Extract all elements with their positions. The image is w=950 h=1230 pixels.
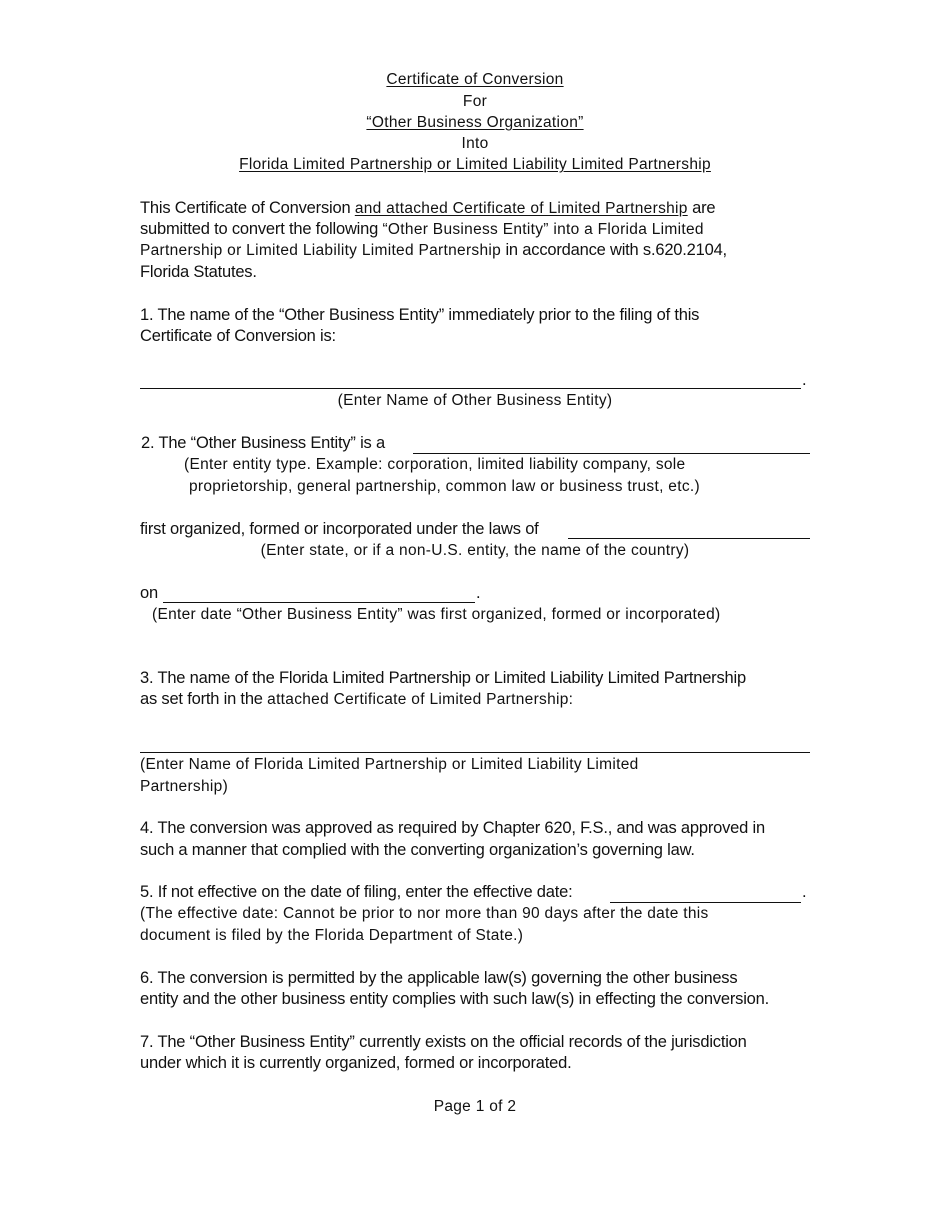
title-line-4: Into [461,135,489,152]
item3-hint-2: Partnership) [140,778,229,795]
intro-text: submitted to convert the following [140,220,383,238]
item3-line-2 [140,690,573,709]
florida-lp-name-field[interactable] [140,752,810,753]
item2-label: 2. The “Other Business Entity” is a [141,434,385,452]
title-line-2: For [462,93,488,110]
item3-line-1: 3. The name of the Florida Limited Partnership or Limited Liability Limited Partnership [140,669,746,687]
item1-line-1: 1. The name of the “Other Business Entity” immediately prior to the filing of this [140,306,700,324]
item6-line-1: 6. The conversion is permitted by the applicable law(s) governing the other business [140,969,738,987]
laws-label: first organized, formed or incorporated under the laws of [140,520,539,538]
item2-hint-1: (Enter entity type. Example: corporation, limited liability company, sole [184,456,686,473]
entity-type-field[interactable] [413,453,810,454]
page-number: Page 1 of 2 [433,1098,517,1115]
intro-line-1 [140,199,715,218]
title-line-5: Florida Limited Partnership or Limited Liability Limited Partnership [239,156,711,173]
intro-text: This Certificate of Conversion [140,199,355,217]
intro-line-3 [140,241,727,260]
other-entity-name-field[interactable] [140,388,801,389]
effective-date-field[interactable] [610,902,801,903]
item1-period: . [802,371,807,389]
item2-hint-2: proprietorship, general partnership, common law or business trust, etc.) [189,478,700,495]
on-hint: (Enter date “Other Business Entity” was first organized, formed or incorporated) [152,606,721,623]
item5-label: 5. If not effective on the date of filing, enter the effective date: [140,883,573,901]
organized-date-field[interactable] [163,602,475,603]
on-period: . [476,584,481,602]
item3-hint-1: (Enter Name of Florida Limited Partnership or Limited Liability Limited [140,756,639,773]
laws-hint: (Enter state, or if a non-U.S. entity, the name of the country) [260,542,690,559]
intro-text: Partnership or Limited Liability Limited Partnership [140,242,502,259]
intro-attached-cert: and attached Certificate of Limited Partnership [354,200,688,217]
item7-line-1: 7. The “Other Business Entity” currently exists on the official records of the jurisdiction [140,1033,747,1051]
intro-text: in accordance with s.620.2104, [501,241,727,259]
item3-text: as set forth in the [140,690,268,708]
intro-line-4: Florida Statutes. [140,263,257,281]
item4-line-2: such a manner that complied with the converting organization’s governing law. [140,841,695,859]
item4-line-1: 4. The conversion was approved as required by Chapter 620, F.S., and was approved in [140,819,765,837]
intro-text: are [687,199,716,217]
item1-hint: (Enter Name of Other Business Entity) [337,392,613,409]
jurisdiction-field[interactable] [568,538,810,539]
item7-line-2: under which it is currently organized, formed or incorporated. [140,1054,572,1072]
intro-line-2 [140,220,704,239]
item5-hint-1: (The effective date: Cannot be prior to nor more than 90 days after the date this [140,905,709,922]
intro-text: “Other Business Entity” into a Florida Limited [382,221,704,238]
on-label: on [140,584,158,602]
item5-hint-2: document is filed by the Florida Department of State.) [140,927,524,944]
item3-text: attached Certificate of Limited Partnership: [267,691,574,708]
item6-line-2: entity and the other business entity complies with such law(s) in effecting the conversion. [140,990,769,1008]
title-line-1: Certificate of Conversion [386,71,564,88]
item1-line-2: Certificate of Conversion is: [140,327,336,345]
item5-period: . [802,883,807,901]
title-line-3: “Other Business Organization” [366,114,584,131]
